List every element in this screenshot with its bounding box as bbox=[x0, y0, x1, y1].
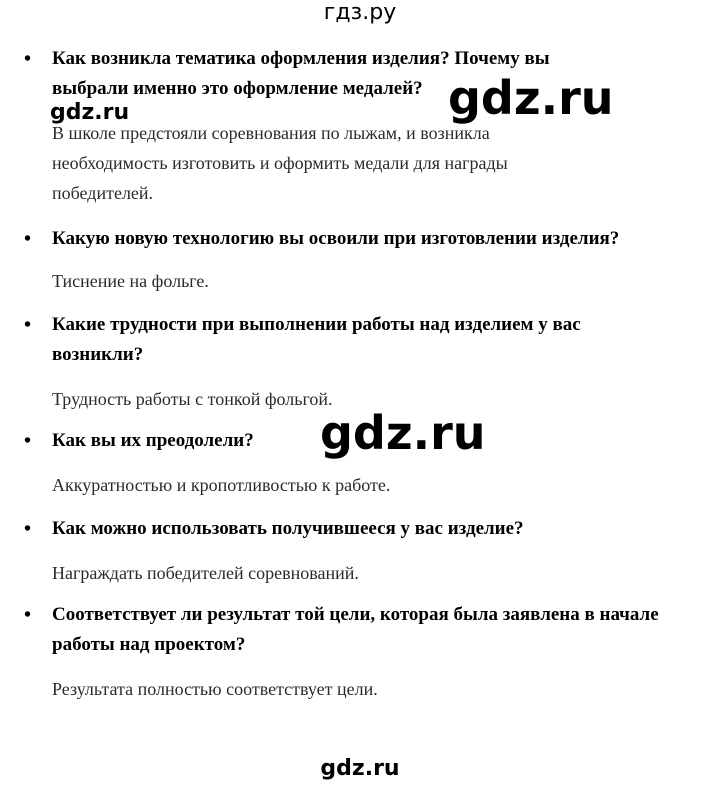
bullet-icon: • bbox=[24, 518, 32, 540]
question-5: Как можно использовать получившееся у вас изделие? bbox=[52, 518, 524, 539]
answer-2: Тиснение на фольге. bbox=[52, 271, 209, 291]
answer-3: Трудность работы с тонкой фольгой. bbox=[52, 389, 333, 409]
site-footer: gdz.ru bbox=[320, 756, 400, 781]
site-header: гдз.ру bbox=[323, 0, 397, 25]
question-2: Какую новую технологию вы освоили при изготовлении изделия? bbox=[52, 228, 620, 249]
bullet-icon: • bbox=[24, 430, 32, 452]
question-3: Какие трудности при выполнении работы над изделием у вас возникли? bbox=[52, 314, 581, 365]
bullet-icon: • bbox=[24, 314, 32, 336]
answer-6: Результата полностью соответствует цели. bbox=[52, 679, 378, 699]
bullet-icon: • bbox=[24, 48, 32, 70]
question-6: Соответствует ли результат той цели, которая была заявлена в начале работы над проектом? bbox=[52, 604, 659, 655]
question-4: Как вы их преодолели? bbox=[52, 430, 254, 451]
watermark-logo-large-middle: gdz.ru bbox=[320, 406, 486, 460]
bullet-icon: • bbox=[24, 228, 32, 250]
answer-5: Награждать победителей соревнований. bbox=[52, 563, 359, 583]
answer-4: Аккуратностью и кропотливостью к работе. bbox=[52, 475, 391, 495]
watermark-logo-small: gdz.ru bbox=[50, 100, 130, 125]
bullet-icon: • bbox=[24, 604, 32, 626]
watermark-logo-large-top: gdz.ru bbox=[448, 71, 614, 125]
answer-1: В школе предстояли соревнования по лыжам, и возникла необходимость изготовить и оформить медали для награды победителей. bbox=[52, 123, 508, 203]
question-1: Как возникла тематика оформления изделия? Почему вы выбрали именно это оформление медалей? bbox=[52, 48, 550, 99]
